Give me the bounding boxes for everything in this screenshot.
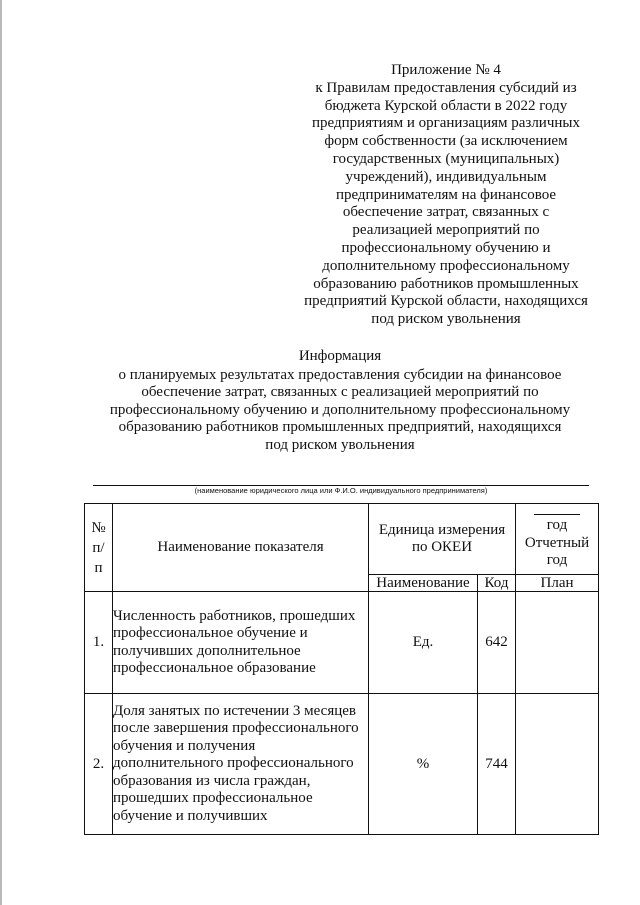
appendix-line: обеспечение затрат, связанных с xyxy=(342,204,550,221)
appendix-line: учреждений), индивидуальным xyxy=(345,168,547,185)
row-indicator-name: Численность работников, прошедших профессиональное обучение и получивших дополнительное профессиональное образование xyxy=(113,592,369,694)
appendix-line: профессиональному обучению и xyxy=(341,239,551,256)
row-unit-code: 744 xyxy=(478,694,516,835)
header-plan: План xyxy=(516,575,599,592)
appendix-line: предпринимателям на финансовое xyxy=(335,186,557,203)
info-line: образованию работников промышленных предприятий, находящихся xyxy=(118,419,562,436)
row-plan-value xyxy=(516,694,599,835)
appendix-line: к Правилам предоставления субсидий из xyxy=(315,79,577,96)
appendix-line: предприятий Курской области, находящихся xyxy=(304,293,588,310)
appendix-line: бюджета Курской области в 2022 году xyxy=(324,97,568,114)
page-edge xyxy=(0,0,2,905)
row-number: 1. xyxy=(85,592,113,694)
row-number: 2. xyxy=(85,694,113,835)
appendix-header xyxy=(296,62,596,329)
organization-name-caption: (наименование юридического лица или Ф.И.О. индивидуального предпринимателя) xyxy=(194,486,488,495)
info-line: профессиональному обучению и дополнительному профессиональному xyxy=(109,401,571,418)
appendix-line: Приложение № 4 xyxy=(391,62,501,78)
appendix-line: форм собственности (за исключением xyxy=(324,133,568,150)
appendix-line: дополнительному профессиональному xyxy=(322,257,570,274)
info-title: Информация xyxy=(298,348,382,364)
header-year: год Отчетный год xyxy=(516,504,599,575)
info-line: о планируемых результатах предоставления субсидии на финансовое xyxy=(118,366,562,383)
table-row xyxy=(85,694,599,835)
appendix-line: предприятиям и организациям различных xyxy=(312,115,580,132)
appendix-line: реализацией мероприятий по xyxy=(352,222,540,239)
info-line: под риском увольнения xyxy=(265,436,415,453)
header-unit: Единица измерения по ОКЕИ xyxy=(369,504,516,575)
row-unit-code: 642 xyxy=(478,592,516,694)
header-unit-name: Наименование xyxy=(369,575,478,592)
year-blank-line xyxy=(534,508,580,515)
appendix-line: образованию работников промышленных xyxy=(313,275,579,292)
appendix-line: государственных (муниципальных) xyxy=(332,150,560,167)
indicators-table xyxy=(84,503,599,835)
row-unit-name: Ед. xyxy=(369,592,478,694)
header-indicator: Наименование показателя xyxy=(113,504,369,592)
row-unit-name: % xyxy=(369,694,478,835)
info-line: обеспечение затрат, связанных с реализацией мероприятий по xyxy=(141,384,539,401)
info-block xyxy=(96,348,584,455)
row-indicator-name: Доля занятых по истечении 3 месяцев после завершения профессионального обучения и получения дополнительного профессионального образования из числа граждан, прошедших профессиональное обучение и получивших xyxy=(113,694,369,835)
row-plan-value xyxy=(516,592,599,694)
header-unit-code: Код xyxy=(478,575,516,592)
header-number: № п/ п xyxy=(85,504,113,592)
table-row xyxy=(85,592,599,694)
table-header-row xyxy=(85,504,599,575)
appendix-line: под риском увольнения xyxy=(371,311,521,328)
